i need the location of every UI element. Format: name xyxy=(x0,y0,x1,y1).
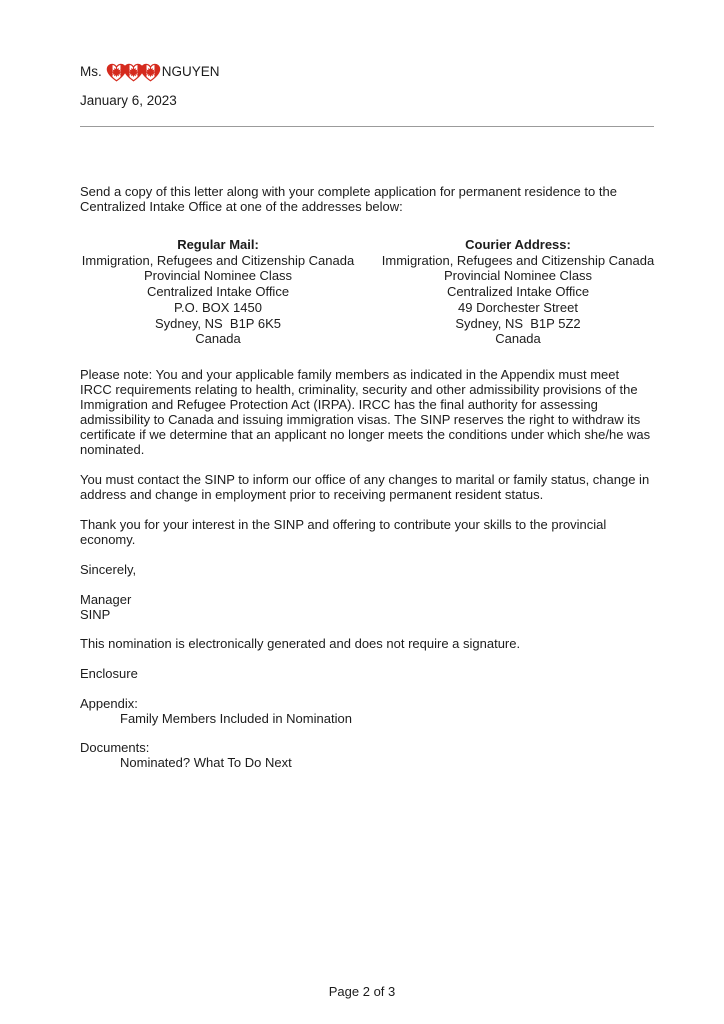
signature-block xyxy=(80,592,652,622)
address-line: Centralized Intake Office xyxy=(446,284,590,300)
address-line: Sydney, NS B1P 6K5 xyxy=(155,315,281,331)
divider-line xyxy=(80,126,654,127)
courier-address-title: Courier Address: xyxy=(465,237,571,252)
signature-org: SINP xyxy=(80,606,111,622)
documents-block xyxy=(80,740,652,770)
address-line: Provincial Nominee Class xyxy=(143,268,293,284)
regular-mail-title: Regular Mail: xyxy=(177,237,259,252)
name-redaction xyxy=(106,63,157,82)
address-line: P.O. BOX 1450 xyxy=(174,299,262,315)
canada-flag-heart-icon xyxy=(140,63,161,82)
courier-address xyxy=(368,237,668,347)
address-line: 49 Dorchester Street xyxy=(458,299,578,315)
letter-date: January 6, 2023 xyxy=(80,93,177,108)
documents-item: Nominated? What To Do Next xyxy=(120,754,292,770)
signature-title: Manager xyxy=(80,591,132,607)
intro-paragraph: Send a copy of this letter along with your complete application for permanent residence to the Centralized Intake Office at one of the addresses below: xyxy=(80,184,617,214)
address-line: Immigration, Refugees and Citizenship Canada xyxy=(381,252,655,268)
address-line: Canada xyxy=(195,331,241,347)
address-line: Immigration, Refugees and Citizenship Canada xyxy=(81,252,355,268)
enclosure-label: Enclosure xyxy=(80,665,138,681)
closing-salutation: Sincerely, xyxy=(80,561,137,577)
address-line: Sydney, NS B1P 5Z2 xyxy=(455,315,581,331)
page-number-footer: Page 2 of 3 xyxy=(328,984,396,999)
recipient-surname: NGUYEN xyxy=(161,64,220,79)
address-columns xyxy=(68,237,668,347)
documents-label: Documents: xyxy=(80,739,150,755)
appendix-label: Appendix: xyxy=(80,695,138,711)
thank-you-paragraph: Thank you for your interest in the SINP and offering to contribute your skills to the provincial economy. xyxy=(80,516,607,547)
address-line: Centralized Intake Office xyxy=(146,284,290,300)
contact-sinp-paragraph: You must contact the SINP to inform our office of any changes to marital or family status, change in address and change in employment prior to receiving permanent resident status. xyxy=(80,471,650,502)
appendix-block xyxy=(80,696,652,726)
signature-note: This nomination is electronically generated and does not require a signature. xyxy=(80,635,521,651)
address-line: Provincial Nominee Class xyxy=(443,268,593,284)
please-note-paragraph: Please note: You and your applicable family members as indicated in the Appendix must meet IRCC requirements relating to health, criminality, security and other admissibility provisions of the Immigration and Refugee Protection Act (IRPA). IRCC has the final authority for assessing admissibility to Canada and issuing immigration visas. The SINP reserves the right to withdraw its certificate if we determine that an applicant no longer meets the conditions under which she/he was nominated. xyxy=(80,366,651,457)
recipient-prefix: Ms. xyxy=(80,64,102,79)
appendix-item: Family Members Included in Nomination xyxy=(120,710,352,726)
regular-mail-address xyxy=(68,237,368,347)
address-line: Canada xyxy=(495,331,541,347)
recipient-line xyxy=(80,62,652,82)
